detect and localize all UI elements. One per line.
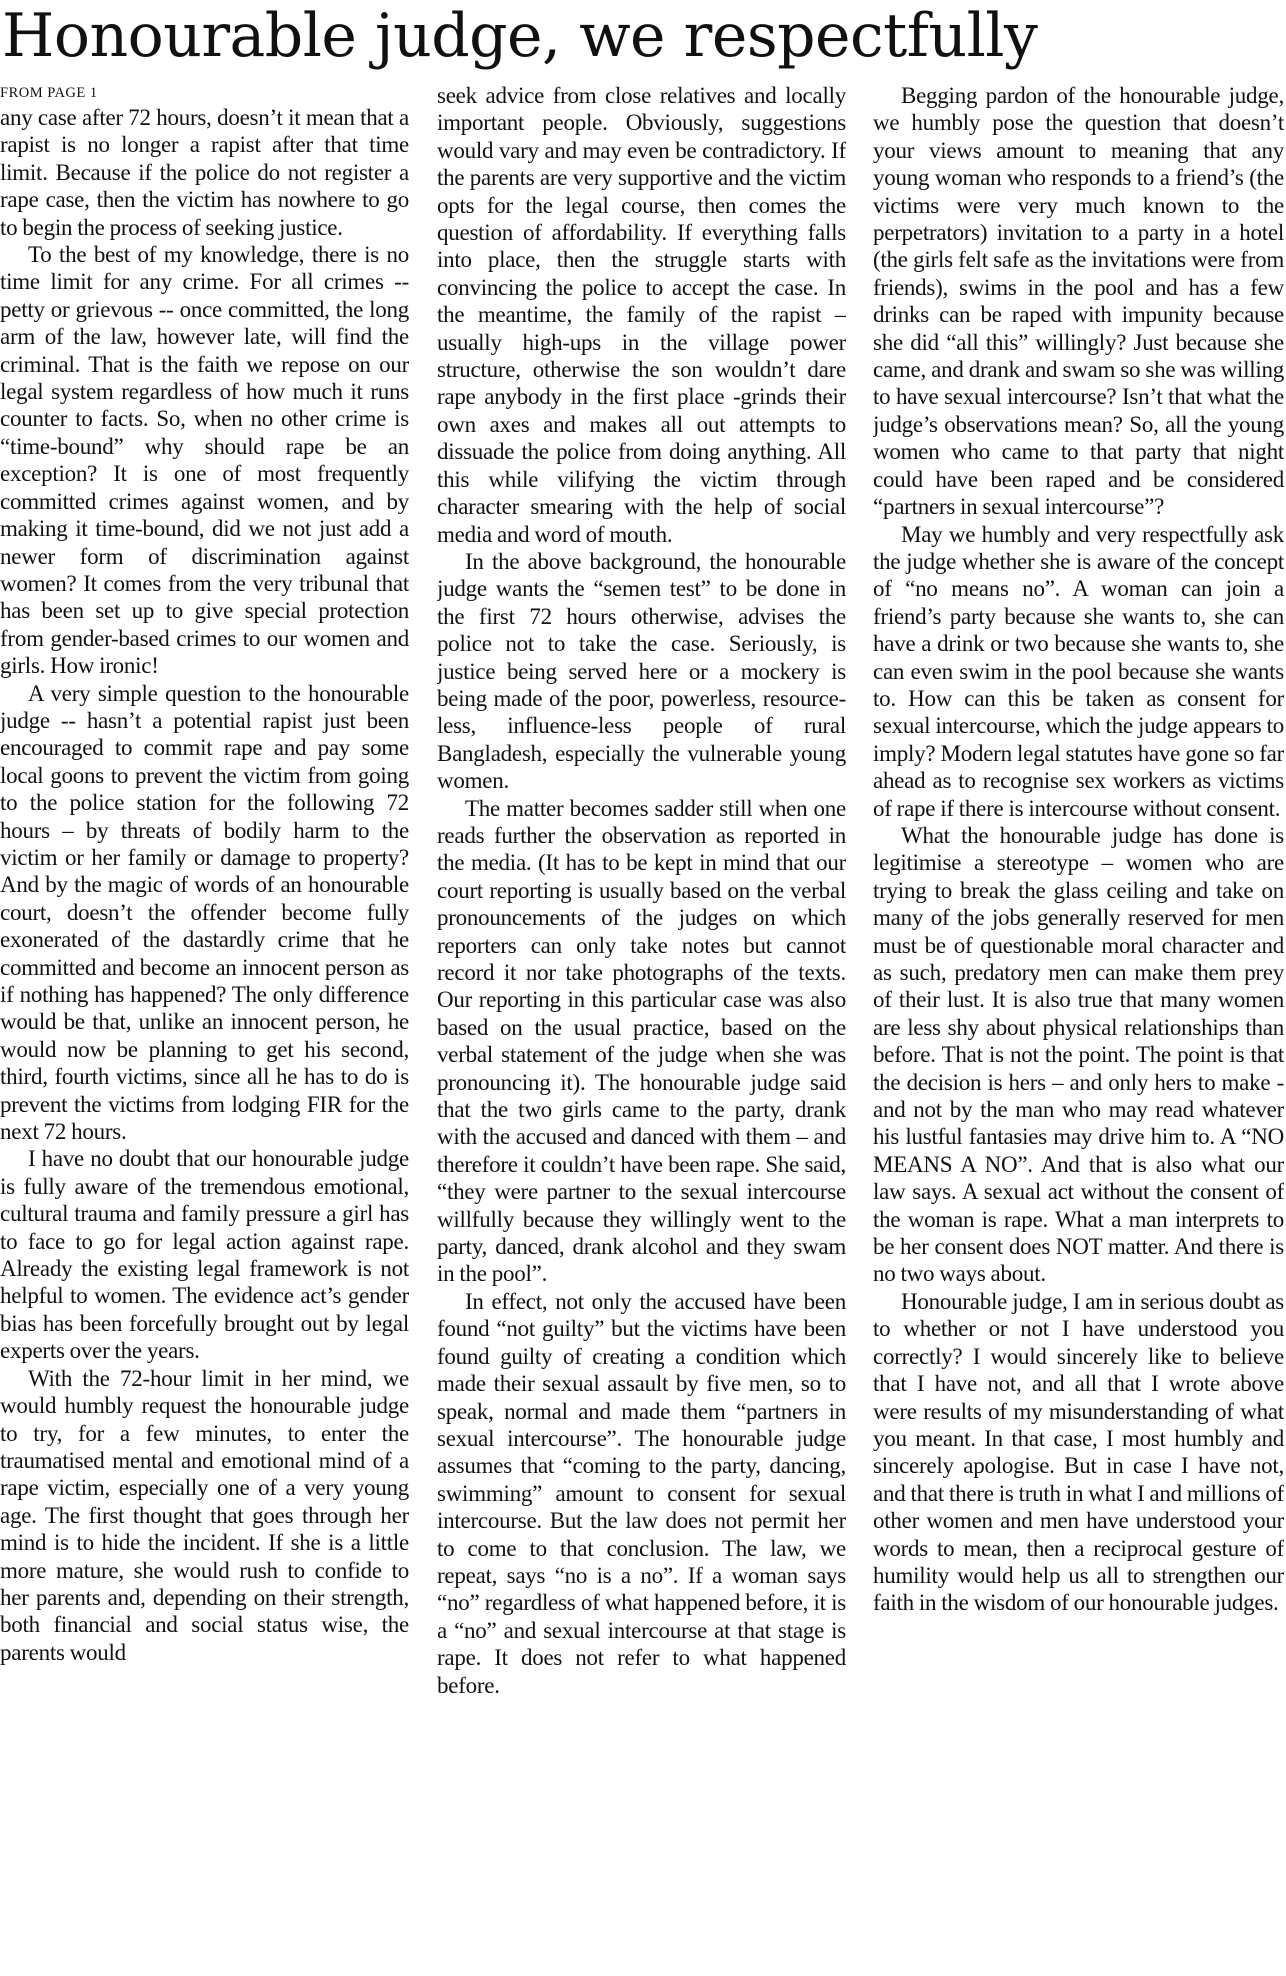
article-column-2 xyxy=(437,82,846,1976)
paragraph: Begging pardon of the honourable judge, we humbly pose the question that doesn’t your views amount to meaning that any young woman who responds to a friend’s (the victims were very much known to the perpetrators) invitation to a party in a hotel (the girls felt safe as the invitations were from friends), swims in the pool and has a few drinks can be raped with impunity because she did “all this” willingly? Just because she came, and drank and swam so she was willing to have sexual intercourse? Isn’t that what the judge’s observations mean? So, all the young women who came to that party that night could have been raped and be considered “partners in sexual intercourse”? xyxy=(873,83,1284,520)
paragraph: A very simple question to the honourable judge -- hasn’t a potential rapist just been encouraged to commit rape and pay some local goons to prevent the victim from going to the police station for the following 72 hours – by threats of bodily harm to the victim or her family or damage to property? And by the magic of words of an honourable court, doesn’t the offender become fully exonerated of the dastardly crime that he committed and become an innocent person as if nothing has happened? The only difference would be that, unlike an innocent person, he would now be planning to get his second, third, fourth victims, since all he has to do is prevent the victims from lodging FIR for the next 72 hours. xyxy=(0,680,409,1145)
article-column-3 xyxy=(873,82,1284,1976)
paragraph: To the best of my knowledge, there is no time limit for any crime. For all crimes -- petty or grievous -- once committed, the long arm of the law, however late, will find the criminal. That is the faith we repose on our legal system regardless of how much it runs counter to facts. So, when no other crime is “time-bound” why should rape be an exception? It is one of most frequently committed crimes against women, and by making it time-bound, did we not just add a newer form of discrimination against women? It comes from the very tribunal that has been set up to give special protection from gender-based crimes to our women and girls. How ironic! xyxy=(0,242,409,679)
paragraph: The matter becomes sadder still when one reads further the observation as reported in the media. (It has to be kept in mind that our court reporting is usually based on the verbal pronouncements of the judges on which reporters can only take notes but cannot record it nor take photographs of the texts. Our reporting in this particular case was also based on the usual practice, based on the verbal statement of the judge when she was pronouncing it). The honourable judge said that the two girls came to the party, drank with the accused and danced with them – and therefore it couldn’t have been rape. She said, “they were partner to the sexual intercourse willfully because they willingly went to the party, danced, drank alcohol and they swam in the pool”. xyxy=(437,795,846,1287)
paragraph: I have no doubt that our honourable judge is fully aware of the tremendous emotional, cultural trauma and family pressure a girl has to face to go for legal action against rape. Already the existing legal framework is not helpful to women. The evidence act’s gender bias has been forcefully brought out by legal experts over the years. xyxy=(0,1146,409,1364)
paragraph: In the above background, the honourable judge wants the “semen test” to be done in the first 72 hours otherwise, advises the police not to take the case. Seriously, is justice being served here or a mockery is being made of the poor, powerless, resource-less, influence-less people of rural Bangladesh, especially the vulnerable young women. xyxy=(437,548,846,794)
continuation-kicker: FROM PAGE 1 xyxy=(0,85,98,101)
article-column-1 xyxy=(0,82,409,1976)
headline: Honourable judge, we respectfully xyxy=(2,1,1038,71)
paragraph: seek advice from close relatives and locally important people. Obviously, suggestions would vary and may even be contradictory. If the parents are very supportive and the victim opts for the legal course, then comes the question of affordability. If everything falls into place, then the struggle starts with convincing the police to accept the case. In the meantime, the family of the rapist – usually high-ups in the village power structure, otherwise the son wouldn’t dare rape anybody in the first place -grinds their own axes and makes all out attempts to dissuade the police from doing anything. All this while vilifying the victim through character smearing with the help of social media and word of mouth. xyxy=(437,83,846,547)
paragraph: In effect, not only the accused have been found “not guilty” but the victims have been found guilty of creating a condition which made their sexual assault by five men, so to speak, normal and made them “partners in sexual intercourse”. The honourable judge assumes that “coming to the party, dancing, swimming” amount to consent for sexual intercourse. But the law does not permit her to come to that conclusion. The law, we repeat, says “no is a no”. If a woman says “no” regardless of what happened before, it is a “no” and sexual intercourse at that stage is rape. It does not refer to what happened before. xyxy=(437,1288,846,1698)
paragraph: With the 72-hour limit in her mind, we would humbly request the honourable judge to try, for a few minutes, to enter the traumatised mental and emotional mind of a rape victim, especially one of a very young age. The first thought that goes through her mind is to hide the incident. If she is a little more mature, she would rush to confide to her parents and, depending on their strength, both financial and social status wise, the parents would xyxy=(0,1365,409,1665)
paragraph: Honourable judge, I am in serious doubt as to whether or not I have understood you correctly? I would sincerely like to believe that I have not, and all that I wrote above were results of my misunderstanding of what you meant. In that case, I most humbly and sincerely apologise. But in case I have not, and that there is truth in what I and millions of other women and men have understood your words to mean, then a reciprocal gesture of humility would help us all to strengthen our faith in the wisdom of our honourable judges. xyxy=(873,1288,1284,1616)
paragraph: What the honourable judge has done is legitimise a stereotype – women who are trying to break the glass ceiling and take on many of the jobs generally reserved for men must be of questionable moral character and as such, predatory men can make them prey of their lust. It is also true that many women are less shy about physical relationships than before. That is not the point. The point is that the decision is hers – and only hers to make - and not by the man who may read whatever his lustful fantasies may drive him to. A “NO MEANS A NO”. And that is also what our law says. A sexual act without the consent of the woman is rape. What a man interprets to be her consent does NOT matter. And there is no two ways about. xyxy=(873,822,1284,1287)
paragraph: May we humbly and very respectfully ask the judge whether she is aware of the concept of “no means no”. A woman can join a friend’s party because she wants to, she can have a drink or two because she wants to, she can even swim in the pool because she wants to. How can this be taken as consent for sexual intercourse, which the judge appears to imply? Modern legal statutes have gone so far ahead as to recognise sex workers as victims of rape if there is intercourse without consent. xyxy=(873,521,1284,821)
paragraph: any case after 72 hours, doesn’t it mean that a rapist is no longer a rapist after that time limit. Because if the police do not register a rape case, then the victim has nowhere to go to begin the process of seeking justice. xyxy=(0,105,409,240)
